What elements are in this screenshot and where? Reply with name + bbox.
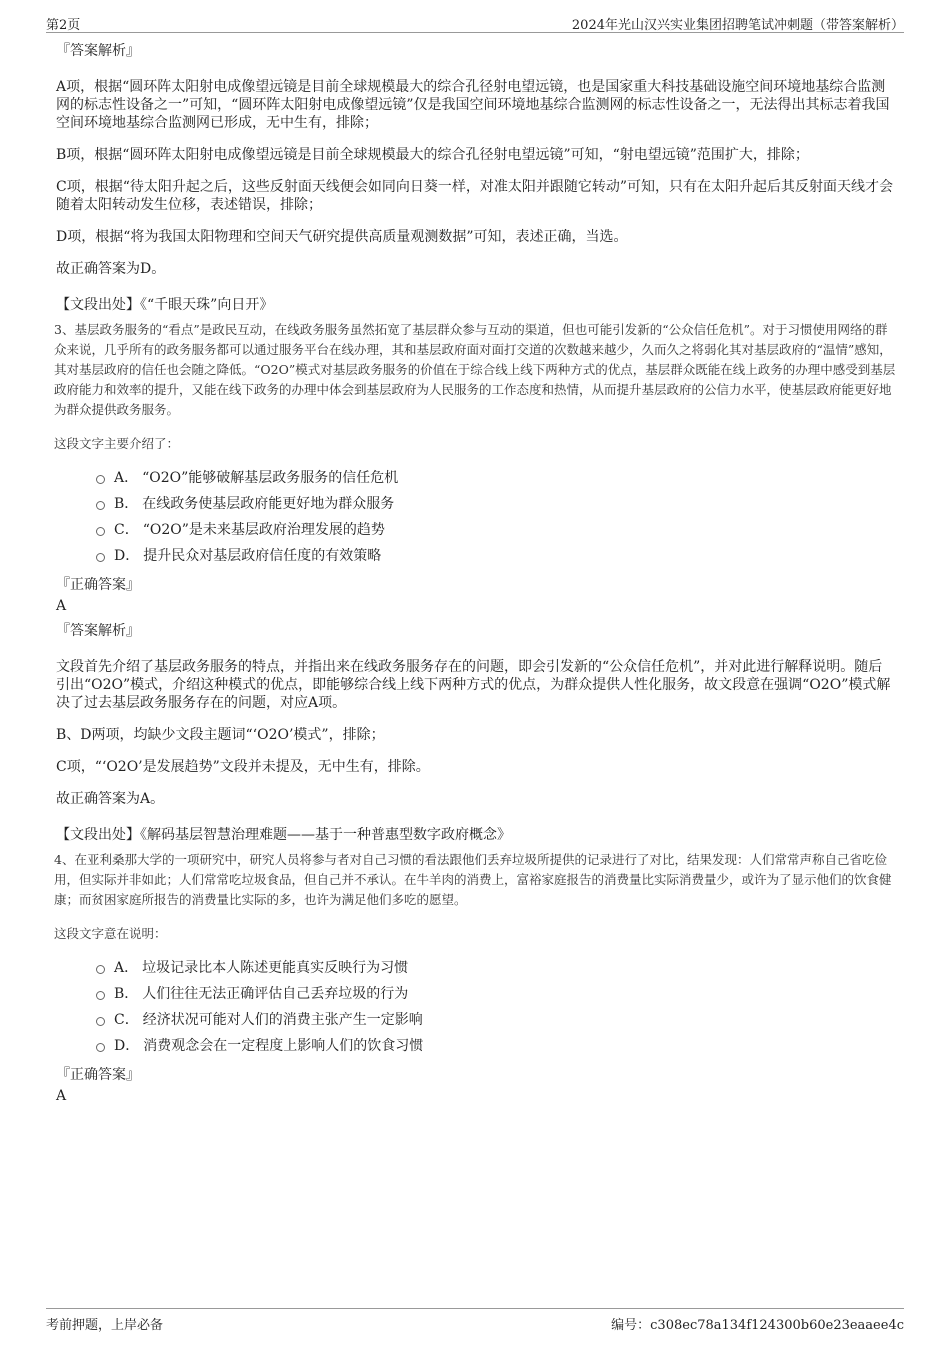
q3-analysis-para: C项，“‘O2O’是发展趋势”文段并未提及，无中生有，排除。 — [56, 759, 430, 775]
q2-conclusion: 故正确答案为D。 — [56, 261, 166, 277]
q4-passage: 4、在亚利桑那大学的一项研究中，研究人员将参与者对自己习惯的看法跟他们丢弃垃圾所提供的记录进行了对比，结果发现：人们常常声称自己省吃俭用，但实际并非如此；人们常常吃垃圾食品，但自己并不承认。在牛羊肉的消费上，富裕家庭报告的消费量比实际消费量少，或许为了显示他们的饮食健康；而贫困家庭所报告的消费量比实际的多，也许为满足他们多吃的愿望。 — [54, 852, 892, 907]
q4-option-c[interactable]: C． 经济状况可能对人们的消费主张产生一定影响 — [96, 1006, 896, 1032]
document-title: 2024年光山汉兴实业集团招聘笔试冲刺题（带答案解析） — [571, 18, 904, 33]
q2-analysis-para: A项，根据“圆环阵太阳射电成像望远镜是目前全球规模最大的综合孔径射电望远镜，也是国家重大科技基础设施空间环境地基综合监测网的标志性设备之一”可知，“圆环阵太阳射电成像望远镜”仅是我国空间环境地基综合监测网的标志性设备之一，无法得出其标志着我国空间环境地基综合监测网已形成，无中生有，排除； — [56, 79, 890, 131]
q4-question: 这段文字意在说明： — [54, 926, 167, 941]
radio-icon[interactable] — [96, 965, 105, 974]
radio-icon[interactable] — [96, 501, 105, 510]
q4-option-b[interactable]: B． 人们往往无法正确评估自己丢弃垃圾的行为 — [96, 980, 896, 1006]
q2-analysis-label: 『答案解析』 — [56, 43, 140, 59]
q3-answer-label: 『正确答案』 — [56, 577, 140, 593]
q3-question: 这段文字主要介绍了： — [54, 436, 180, 451]
page-footer — [46, 1308, 904, 1331]
radio-icon[interactable] — [96, 1043, 105, 1052]
q3-analysis-para: B、D两项，均缺少文段主题词“‘O2O’模式”，排除； — [56, 727, 385, 743]
q3-option-b[interactable]: B． 在线政务使基层政府能更好地为群众服务 — [96, 490, 896, 516]
q2-analysis-para: B项，根据“圆环阵太阳射电成像望远镜是目前全球规模最大的综合孔径射电望远镜”可知，“射电望远镜”范围扩大，排除； — [56, 147, 809, 163]
radio-icon[interactable] — [96, 553, 105, 562]
q3-options — [96, 464, 896, 568]
q3-analysis-para: 文段首先介绍了基层政务服务的特点，并指出来在线政务服务存在的问题，即会引发新的“公众信任危机”，并对此进行解释说明。随后引出“O2O”模式，介绍这种模式的优点，即能够综合线上线下两种方式的优点，为群众提供人性化服务，故文段意在强调“O2O”模式解决了过去基层政务服务存在的问题，对应A项。 — [56, 659, 891, 711]
q3-option-d[interactable]: D． 提升民众对基层政府信任度的有效策略 — [96, 542, 896, 568]
q2-analysis-para: C项，根据“待太阳升起之后，这些反射面天线便会如同向日葵一样，对准太阳并跟随它转动”可知，只有在太阳升起后其反射面天线才会随着太阳转动发生位移，表述错误，排除； — [56, 179, 894, 213]
q3-passage: 3、基层政务服务的“看点”是政民互动，在线政务服务虽然拓宽了基层群众参与互动的渠道，但也可能引发新的“公众信任危机”。对于习惯使用网络的群众来说，几乎所有的政务服务都可以通过服务平台在线办理，其和基层政府面对面打交道的次数越来越少，久而久之将弱化其对基层政府的“温情”感知，其对基层政府的信任也会随之降低。“O2O”模式对基层政务服务的价值在于综合线上线下两种方式的优点，基层群众既能在线上政务的办理中感受到基层政府能力和效率的提升，又能在线下政务的办理中体会到基层政府为人民服务的工作态度和热情，从而提升基层政府的公信力水平，使基层政府能更好地为群众提供政务服务。 — [54, 322, 896, 417]
radio-icon[interactable] — [96, 527, 105, 536]
q3-conclusion: 故正确答案为A。 — [56, 791, 165, 807]
q2-source: 【文段出处】《“千眼天珠”向日开》 — [56, 297, 274, 313]
q4-option-d[interactable]: D． 消费观念会在一定程度上影响人们的饮食习惯 — [96, 1032, 896, 1058]
q4-option-a[interactable]: A． 垃圾记录比本人陈述更能真实反映行为习惯 — [96, 954, 896, 980]
page-header — [46, 12, 904, 33]
radio-icon[interactable] — [96, 991, 105, 1000]
q2-analysis-para: D项，根据“将为我国太阳物理和空间天气研究提供高质量观测数据”可知，表述正确，当选。 — [56, 229, 628, 245]
q4-answer: A — [56, 1088, 67, 1104]
radio-icon[interactable] — [96, 1017, 105, 1026]
footer-slogan: 考前押题，上岸必备 — [46, 1318, 164, 1333]
q3-source: 【文段出处】《解码基层智慧治理难题——基于一种普惠型数字政府概念》 — [56, 827, 511, 843]
radio-icon[interactable] — [96, 475, 105, 484]
document-id: 编号：c308ec78a134f124300b60e23eaaee4c — [611, 1318, 904, 1333]
page-number: 第2页 — [46, 18, 81, 33]
q3-analysis-label: 『答案解析』 — [56, 623, 140, 639]
page-content — [56, 40, 896, 1104]
q3-answer: A — [56, 598, 67, 614]
q3-option-a[interactable]: A． “O2O”能够破解基层政务服务的信任危机 — [96, 464, 896, 490]
q3-option-c[interactable]: C． “O2O”是未来基层政府治理发展的趋势 — [96, 516, 896, 542]
q4-options — [96, 954, 896, 1058]
q4-answer-label: 『正确答案』 — [56, 1067, 140, 1083]
